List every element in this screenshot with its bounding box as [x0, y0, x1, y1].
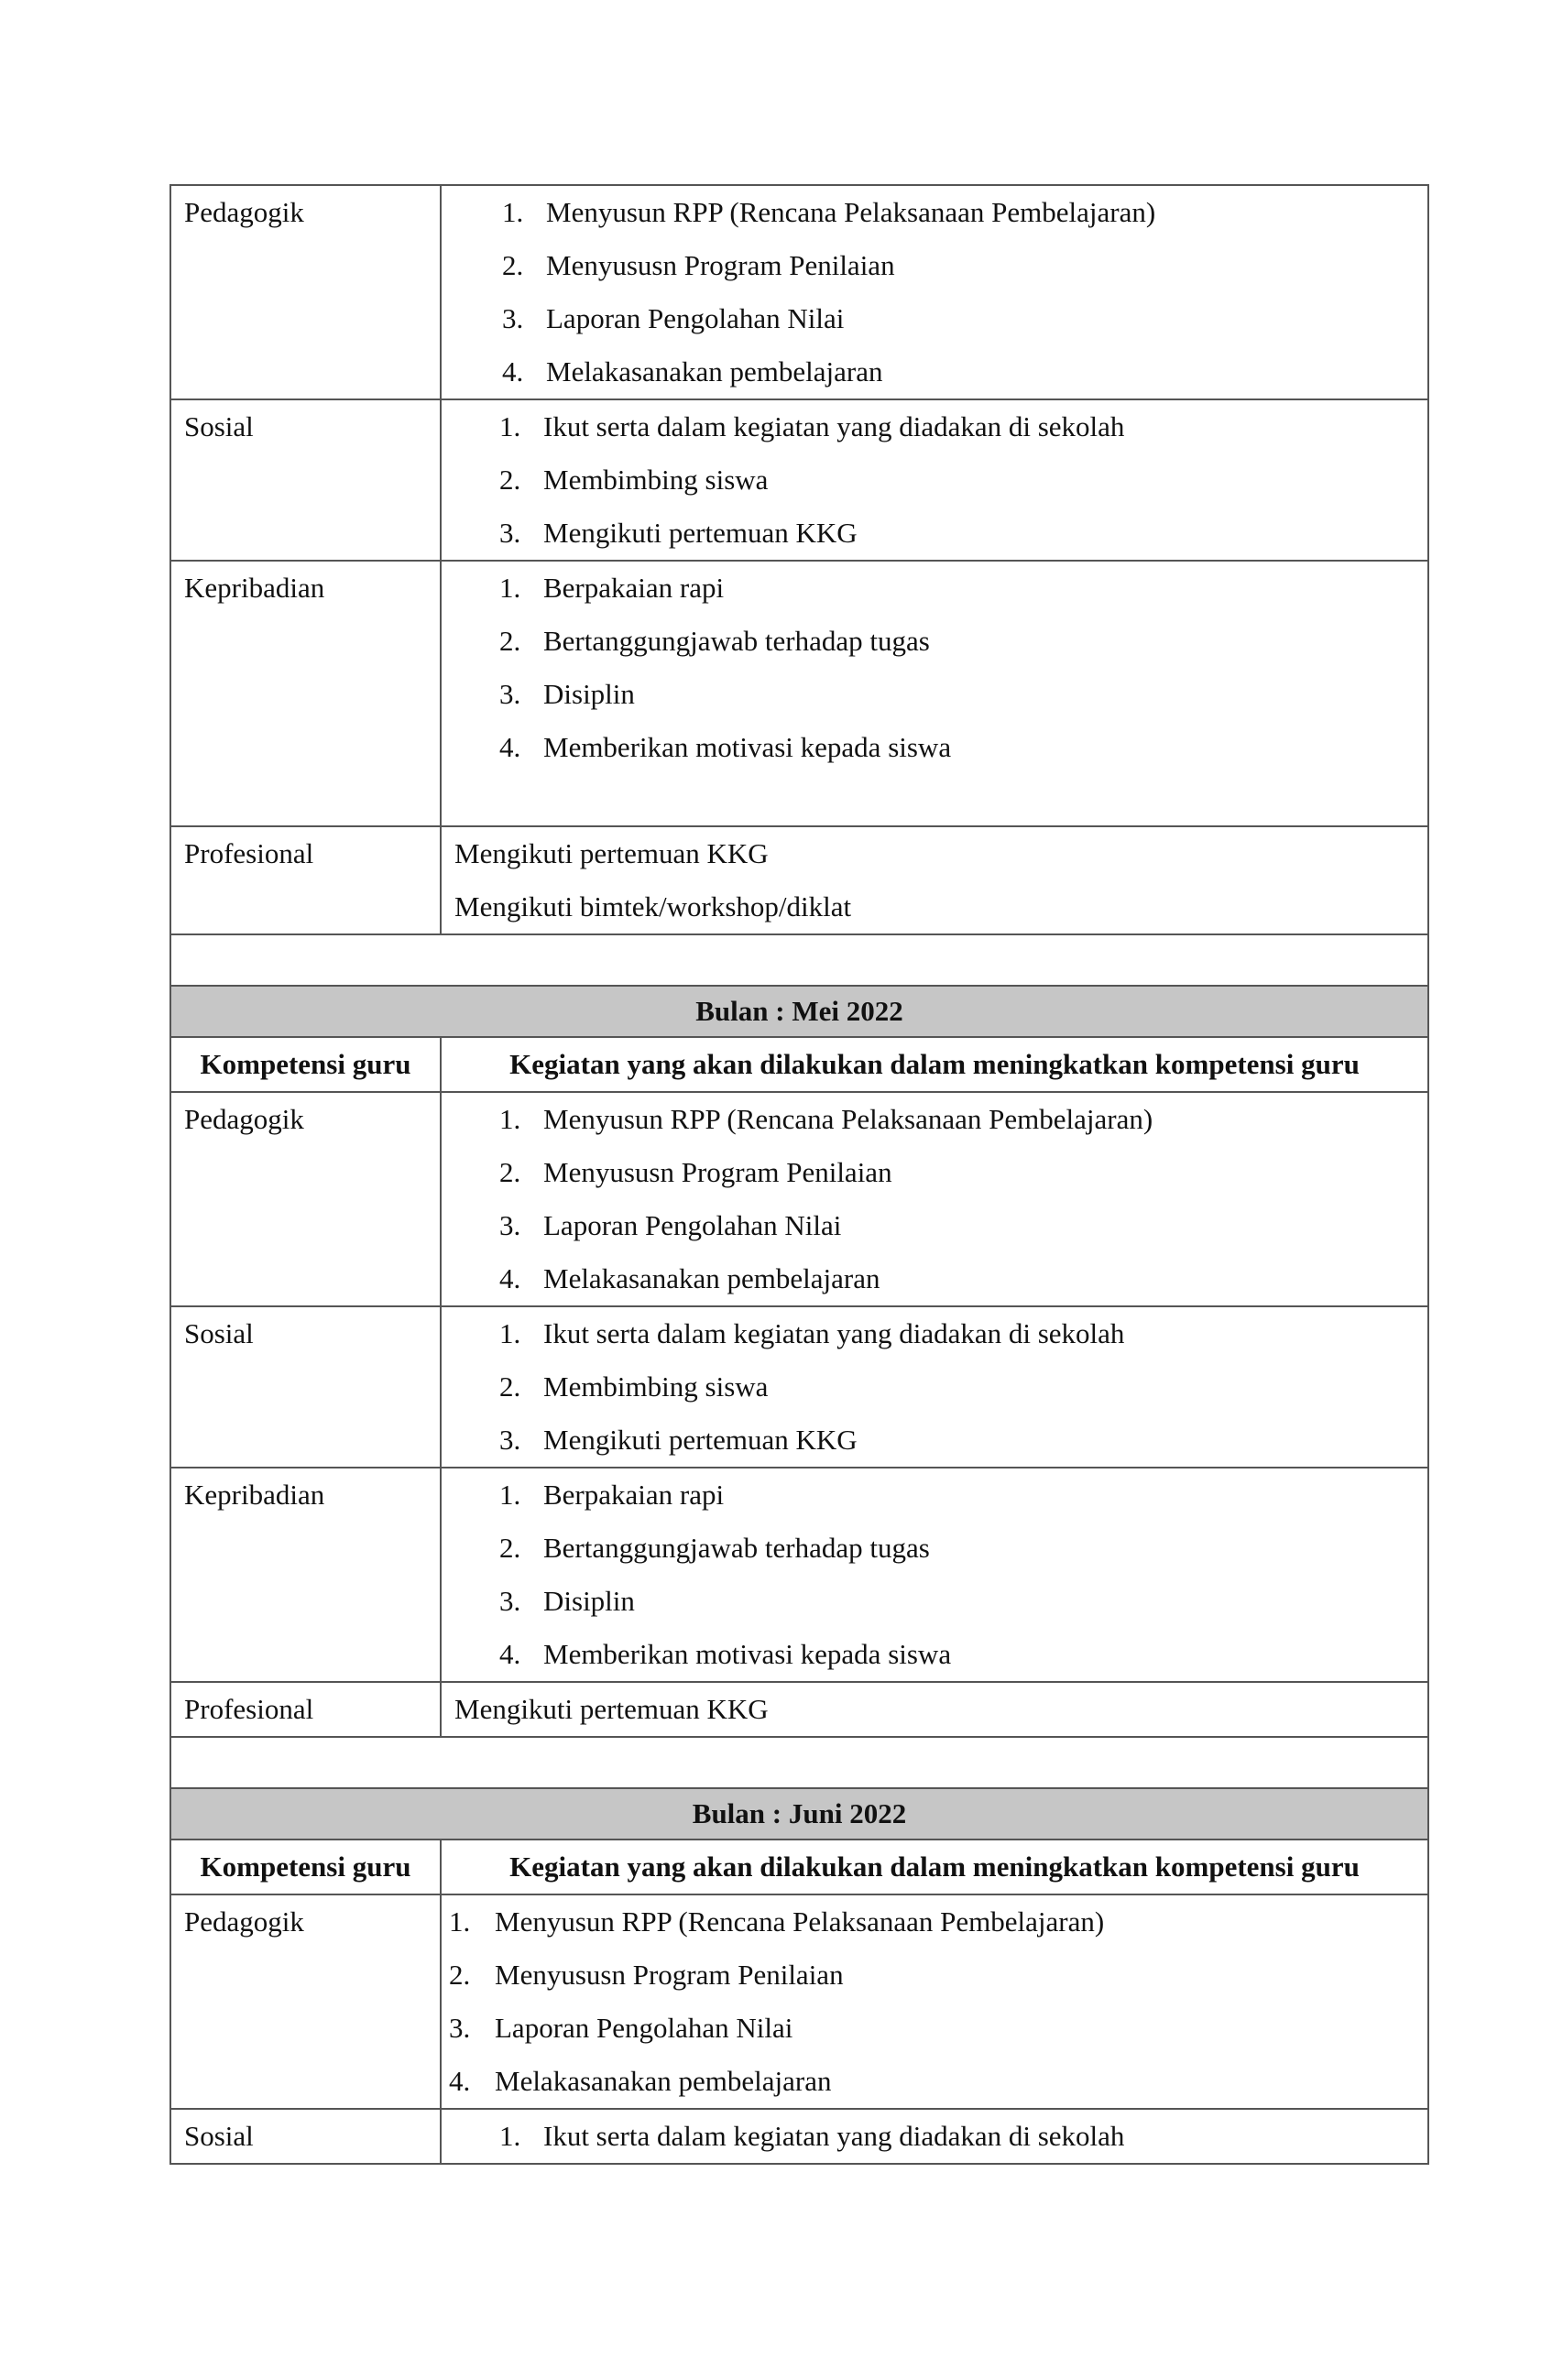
column-header: Kompetensi guru — [171, 1840, 442, 1894]
activity-list — [499, 1468, 1427, 1681]
activity-list — [499, 2110, 1427, 2163]
table-row — [169, 2110, 1429, 2165]
list-item: 4. Melakasanakan pembelajaran — [449, 2065, 832, 2097]
competency-label: Sosial — [171, 1307, 442, 1467]
activity-cell — [442, 1093, 1427, 1305]
competency-label: Pedagogik — [171, 186, 442, 398]
table-row — [169, 1093, 1429, 1307]
competency-label: Profesional — [171, 1683, 442, 1736]
list-item: 3. Laporan Pengolahan Nilai — [499, 1209, 842, 1241]
list-item: 2. Membimbing siswa — [499, 1370, 769, 1403]
activity-cell — [442, 562, 1427, 825]
list-item: 2. Menyususn Program Penilaian — [499, 1156, 892, 1188]
activity-line: Mengikuti pertemuan KKG — [454, 837, 769, 869]
activity-cell — [442, 1468, 1427, 1681]
table-row — [169, 184, 1429, 400]
list-item: 2. Menyususn Program Penilaian — [502, 249, 895, 281]
list-item: 1. Berpakaian rapi — [499, 1479, 725, 1511]
activity-list — [499, 400, 1427, 560]
table-row — [169, 1468, 1429, 1683]
list-item: 4. Melakasanakan pembelajaran — [502, 355, 883, 388]
competency-label: Sosial — [171, 400, 442, 560]
list-item: 1. Ikut serta dalam kegiatan yang diadakan di sekolah — [499, 1317, 1125, 1349]
list-item: 3. Laporan Pengolahan Nilai — [449, 2012, 793, 2044]
column-header: Kompetensi guru — [171, 1038, 442, 1091]
table-row — [169, 1895, 1429, 2110]
table-row — [169, 1683, 1429, 1738]
activity-cell — [442, 1895, 1427, 2108]
activity-list — [449, 1895, 1427, 2108]
activity-cell — [442, 400, 1427, 560]
competency-label: Pedagogik — [171, 1093, 442, 1305]
list-item: 1. Ikut serta dalam kegiatan yang diadakan di sekolah — [499, 2120, 1125, 2152]
list-item: 3. Mengikuti pertemuan KKG — [499, 517, 858, 549]
competency-label: Pedagogik — [171, 1895, 442, 2108]
competency-label: Profesional — [171, 827, 442, 933]
activity-cell — [442, 827, 1427, 933]
list-item: 2. Menyususn Program Penilaian — [449, 1959, 844, 1991]
list-item: 1. Menyusun RPP (Rencana Pelaksanaan Pembelajaran) — [502, 196, 1156, 228]
list-item: 3. Disiplin — [499, 1585, 635, 1617]
activity-list — [499, 562, 1427, 774]
list-item: 2. Membimbing siswa — [499, 464, 769, 496]
spacer-row — [169, 935, 1429, 987]
spacer-row — [169, 1738, 1429, 1789]
activity-list — [499, 1307, 1427, 1467]
column-header: Kegiatan yang akan dilakukan dalam meningkatkan kompetensi guru — [509, 1048, 1360, 1080]
table-row — [169, 400, 1429, 562]
list-item: 2. Bertanggungjawab terhadap tugas — [499, 1532, 930, 1564]
competency-label: Sosial — [171, 2110, 442, 2163]
list-item: 2. Bertanggungjawab terhadap tugas — [499, 625, 930, 657]
competency-table — [169, 184, 1429, 2165]
list-item: 1. Ikut serta dalam kegiatan yang diadakan di sekolah — [499, 410, 1125, 442]
table-row — [169, 562, 1429, 827]
list-item: 1. Berpakaian rapi — [499, 572, 725, 604]
table-row — [169, 1307, 1429, 1468]
activity-list — [502, 186, 1427, 398]
list-item: 3. Disiplin — [499, 678, 635, 710]
competency-label: Kepribadian — [171, 562, 442, 825]
list-item: 1. Menyusun RPP (Rencana Pelaksanaan Pembelajaran) — [499, 1103, 1153, 1135]
list-item: 4. Melakasanakan pembelajaran — [499, 1262, 880, 1294]
month-header: Bulan : Mei 2022 — [169, 987, 1429, 1038]
list-item: 3. Mengikuti pertemuan KKG — [499, 1424, 858, 1456]
activity-line: Mengikuti bimtek/workshop/diklat — [454, 890, 852, 923]
activity-cell — [442, 2110, 1427, 2163]
table-row — [169, 827, 1429, 935]
column-header: Kegiatan yang akan dilakukan dalam meningkatkan kompetensi guru — [509, 1851, 1360, 1883]
activity-cell — [442, 186, 1427, 398]
competency-label: Kepribadian — [171, 1468, 442, 1681]
list-item: 4. Memberikan motivasi kepada siswa — [499, 731, 952, 763]
list-item: 1. Menyusun RPP (Rencana Pelaksanaan Pembelajaran) — [449, 1905, 1105, 1938]
column-header-row — [169, 1038, 1429, 1093]
column-header-row — [169, 1840, 1429, 1895]
activity-line: Mengikuti pertemuan KKG — [454, 1693, 769, 1725]
list-item: 3. Laporan Pengolahan Nilai — [502, 302, 845, 334]
activity-cell — [442, 1683, 1427, 1736]
activity-cell — [442, 1307, 1427, 1467]
list-item: 4. Memberikan motivasi kepada siswa — [499, 1638, 952, 1670]
activity-list — [499, 1093, 1427, 1305]
month-header: Bulan : Juni 2022 — [169, 1789, 1429, 1840]
